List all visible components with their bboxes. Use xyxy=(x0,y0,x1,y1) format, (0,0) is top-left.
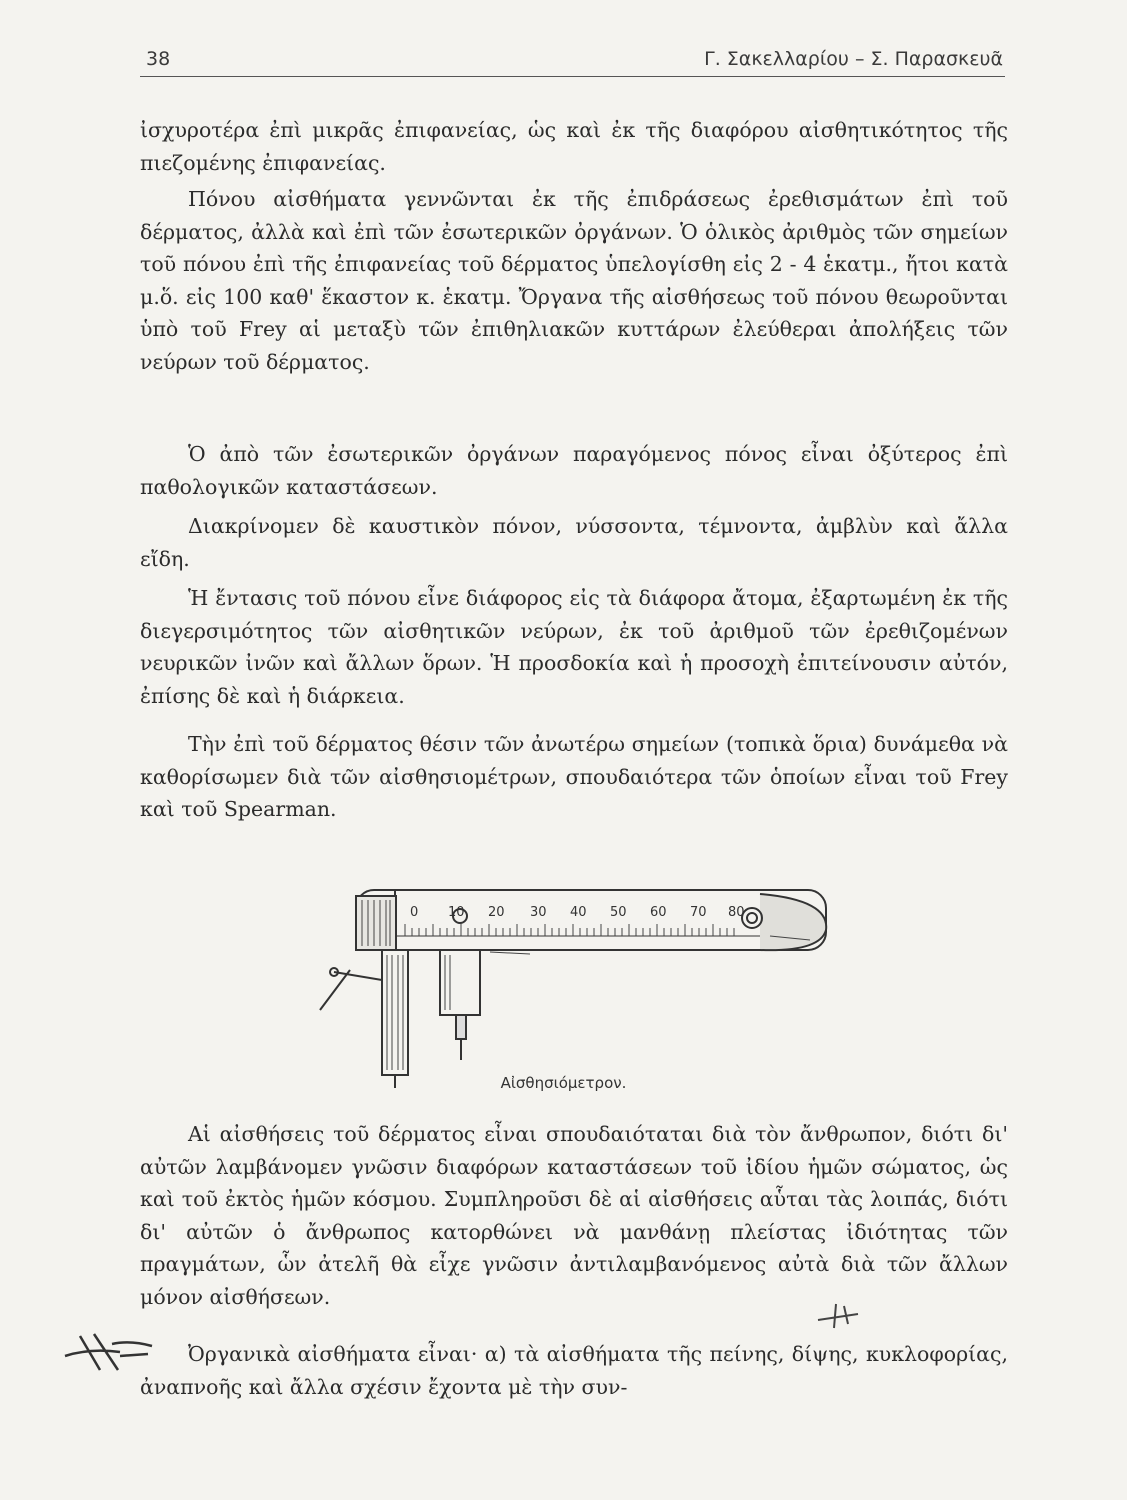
paragraph-pain-sensations: Πόνου αἰσθήματα γεννῶνται ἐκ τῆς ἐπιδράσεως ἐρεθισμάτων ἐπὶ τοῦ δέρματος, ἀλλὰ καὶ ἐπὶ τῶν ἐσωτερικῶν ὀργάνων. Ὁ ὁλικὸς ἀριθμὸς τῶν σημείων τοῦ πόνου ἐπὶ τῆς ἐπιφανείας τοῦ δέρματος ὑπελογίσθη εἰς 2 - 4 ἑκατμ., ἤτοι κατὰ μ.ὅ. εἰς 100 καθ' ἕκαστον κ. ἑκατμ. Ὄργανα τῆς αἰσθήσεως τοῦ πόνου θεωροῦνται ὑπὸ τοῦ Frey αἱ μεταξὺ τῶν ἐπιθηλιακῶν κυττάρων ἐλεύθεραι ἀπολήξεις τῶν νεύρων τοῦ δέρματος. xyxy=(140,187,1008,374)
figure-caption: Αἰσθησιόμετρον. xyxy=(500,1074,627,1092)
scale-label-20: 20 xyxy=(488,905,505,920)
running-head: Γ. Σακελλαρίου – Σ. Παρασκευᾶ xyxy=(704,48,1003,70)
scale-label-30: 30 xyxy=(530,905,547,920)
aesthesiometer-figure xyxy=(290,870,850,1090)
paragraph-internal-organs: Ὁ ἀπὸ τῶν ἐσωτερικῶν ὀργάνων παραγόμενος πόνος εἶναι ὀξύτερος ἐπὶ παθολογικῶν καταστάσεων. xyxy=(140,442,1008,499)
scale-label-50: 50 xyxy=(610,905,627,920)
paragraph-skin-senses: Αἱ αἰσθήσεις τοῦ δέρματος εἶναι σπουδαιόταται διὰ τὸν ἄνθρωπον, διότι δι' αὐτῶν λαμβάνομεν γνῶσιν διαφόρων καταστάσεων τοῦ ἰδίου ἡμῶν σώματος, ὡς καὶ τοῦ ἐκτὸς ἡμῶν κόσμου. Συμπληροῦσι δὲ αἱ αἰσθήσεις αὗται τὰς λοιπάς, διότι δι' αὐτῶν ὁ ἄνθρωπος κατορθώνει νὰ μανθάνῃ πλείστας ἰδιότητας τῶν πραγμάτων, ὧν ἀτελῆ θὰ εἶχε γνῶσιν ἀντιλαμβανόμενος αὐτὰ διὰ τῶν ἄλλων μόνον αἰσθήσεων. xyxy=(140,1122,1008,1309)
paragraph-pain-intensity: Ἡ ἔντασις τοῦ πόνου εἶνε διάφορος εἰς τὰ διάφορα ἄτομα, ἐξαρτωμένη ἐκ τῆς διεγερσιμότητος τῶν αἰσθητικῶν νεύρων, ἐκ τοῦ ἀριθμοῦ τῶν ἐρεθιζομένων νευρικῶν ἰνῶν καὶ ἄλλων ὅρων. Ἡ προσδοκία καὶ ἡ προσοχὴ ἐπιτείνουσιν αὐτόν, ἐπίσης δὲ καὶ ἡ διάρκεια. xyxy=(140,586,1008,708)
scale-label-10: 10 xyxy=(448,905,465,920)
scale-label-80: 80 xyxy=(728,905,745,920)
page-number: 38 xyxy=(146,48,171,70)
handwritten-margin-mark xyxy=(60,1326,170,1376)
paragraph-continuation: ἰσχυροτέρα ἐπὶ μικρᾶς ἐπιφανείας, ὡς καὶ ἐκ τῆς διαφόρου αἰσθητικότητος τῆς πιεζομένης ἐπιφανείας. xyxy=(140,118,1008,175)
paragraph-pain-types: Διακρίνομεν δὲ καυστικὸν πόνον, νύσσοντα, τέμνοντα, ἀμβλὺν καὶ ἄλλα εἴδη. xyxy=(140,514,1008,571)
scale-label-0: 0 xyxy=(410,905,419,920)
scale-label-70: 70 xyxy=(690,905,707,920)
page-header xyxy=(140,46,1005,77)
paragraph-aesthesiometers: Τὴν ἐπὶ τοῦ δέρματος θέσιν τῶν ἀνωτέρω σημείων (τοπικὰ ὅρια) δυνάμεθα νὰ καθορίσωμεν διὰ τῶν αἰσθησιομέτρων, σπουδαιότερα τῶν ὁποίων εἶναι τοῦ Frey καὶ τοῦ Spearman. xyxy=(140,732,1008,821)
scale-label-40: 40 xyxy=(570,905,587,920)
handwritten-cross-mark xyxy=(808,1300,868,1330)
scale-label-60: 60 xyxy=(650,905,667,920)
paragraph-organic-sensations: Ὀργανικὰ αἰσθήματα εἶναι· α) τὰ αἰσθήματα τῆς πείνης, δίψης, κυκλοφορίας, ἀναπνοῆς καὶ ἄλλα σχέσιν ἔχοντα μὲ τὴν συν- xyxy=(140,1342,1008,1399)
